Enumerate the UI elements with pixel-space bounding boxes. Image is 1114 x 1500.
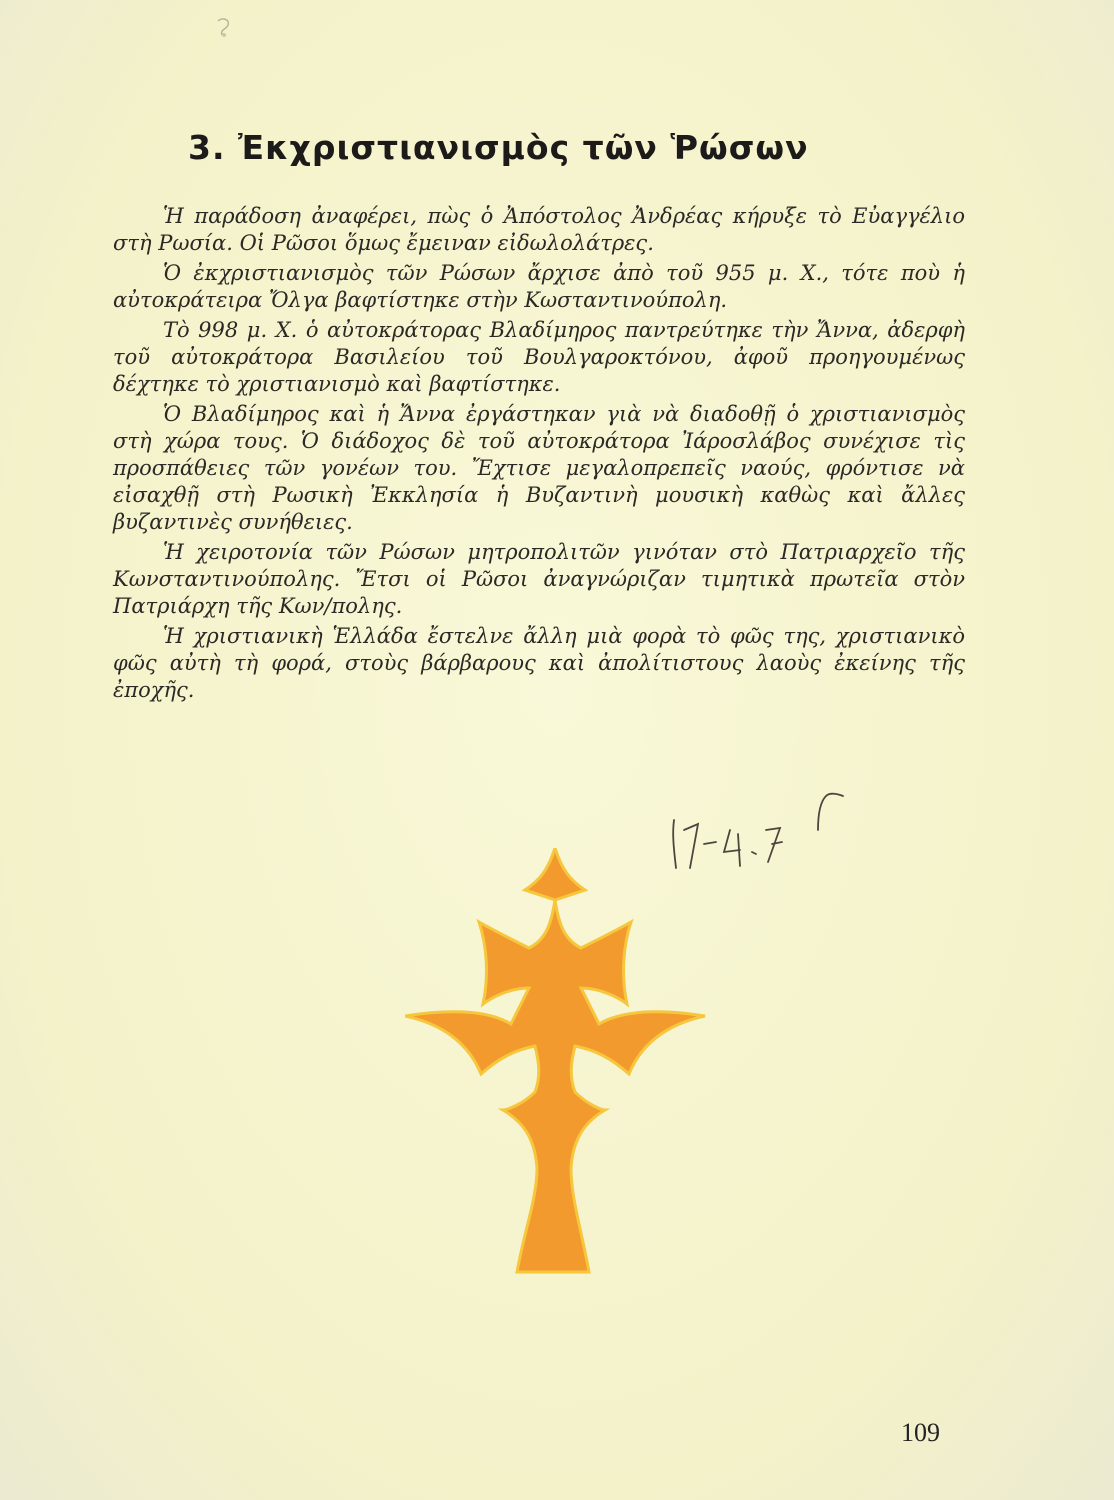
paragraph: Ἡ χειροτονία τῶν Ρώσων μητροπολιτῶν γινόταν στὸ Πατριαρχεῖο τῆς Κωνσταντινούπολης. Ἔτσι οἱ Ρῶσοι ἀναγνώριζαν τιμητικὰ πρωτεῖα στὸν Πατριάρχη τῆς Κων/πολης. (113, 540, 965, 618)
paragraph: Ὁ Βλαδίμηρος καὶ ἡ Ἄννα ἐργάστηκαν γιὰ νὰ διαδοθῇ ὁ χριστιανισμὸς στὴ χώρα τους. Ὁ διάδοχος δὲ τοῦ αὐτοκράτορα Ἰάροσλάβος συνέχισε τὶς προσπάθειες τῶν γονέων του. Ἔχτισε μεγαλοπρεπεῖς ναούς, φρόντισε νὰ εἰσαχθῇ στὴ Ρωσικὴ Ἐκκλησία ἡ Βυζαντινὴ μουσικὴ καθὼς καὶ ἄλλες βυζαντινὲς συνήθειες. (113, 402, 965, 534)
paragraph: Ὁ ἐκχριστιανισμὸς τῶν Ρώσων ἄρχισε ἀπὸ τοῦ 955 μ. Χ., τότε ποὺ ἡ αὐτοκράτειρα Ὄλγα βαφτίστηκε στὴν Κωσταντινούπολη. (113, 261, 965, 312)
body-text (113, 203, 965, 707)
chapter-heading: 3. Ἐκχριστιανισμὸς τῶν Ῥώσων (188, 128, 809, 167)
ink-speck-icon (212, 15, 238, 41)
paragraph: Ἡ παράδοση ἀναφέρει, πὼς ὁ Ἀπόστολος Ἀνδρέας κήρυξε τὸ Εὐαγγέλιο στὴ Ρωσία. Οἱ Ρῶσοι ὅμως ἔμειναν εἰδωλολάτρες. (113, 204, 965, 255)
paragraph: Ἡ χριστιανικὴ Ἑλλάδα ἔστελνε ἄλλη μιὰ φορὰ τὸ φῶς της, χριστιανικὸ φῶς αὐτὴ τὴ φορά, στοὺς βάρβαρους καὶ ἀπολίτιστους λαοὺς ἐκείνης τῆς ἐποχῆς. (113, 624, 965, 702)
orthodox-cross-icon (405, 848, 710, 1278)
page-number: 109 (901, 1418, 940, 1447)
paragraph: Τὸ 998 μ. Χ. ὁ αὐτοκράτορας Βλαδίμηρος παντρεύτηκε τὴν Ἄννα, ἀδερφὴ τοῦ αὐτοκράτορα Βασιλείου τοῦ Βουλγαροκτόνου, ἀφοῦ προηγουμένως δέχτηκε τὸ χριστιανισμὸ καὶ βαφτίστηκε. (113, 318, 965, 396)
